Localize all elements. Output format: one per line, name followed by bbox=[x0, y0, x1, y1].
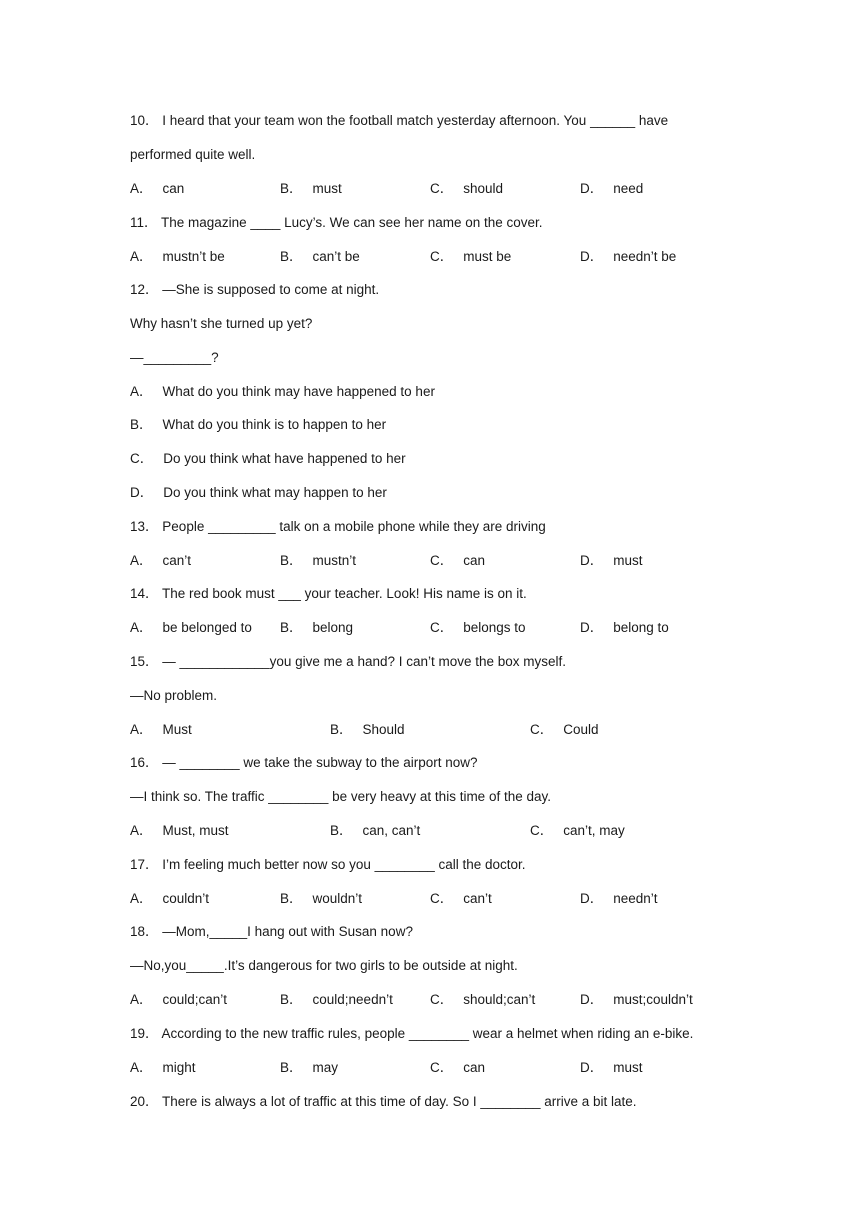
question-16-line-1 bbox=[130, 754, 478, 772]
question-12-line-2: Why hasn’t she turned up yet? bbox=[130, 316, 313, 331]
question-text: — ____________you give me a hand? I can’t move the box myself. bbox=[162, 654, 567, 669]
option-d: D． needn’t be bbox=[580, 249, 677, 264]
option-b: B． belong bbox=[280, 620, 354, 635]
question-18-line-1 bbox=[130, 923, 413, 941]
question-20-line-1 bbox=[130, 1093, 637, 1111]
option-d: D． Do you think what may happen to her bbox=[130, 485, 387, 500]
option-d: D． belong to bbox=[580, 620, 669, 635]
option-c: C． belongs to bbox=[430, 620, 526, 635]
option-b: B． can, can’t bbox=[330, 823, 421, 838]
question-number: 15． bbox=[130, 654, 159, 669]
question-number: 16． bbox=[130, 755, 159, 770]
question-12-line-3: —_________? bbox=[130, 350, 219, 365]
question-12-line-1 bbox=[130, 281, 379, 299]
option-b: B． wouldn’t bbox=[280, 891, 363, 906]
option-c: C． Do you think what have happened to her bbox=[130, 451, 406, 466]
option-b: B． must bbox=[280, 181, 342, 196]
option-b: B． mustn’t bbox=[280, 553, 357, 568]
question-14-line-1 bbox=[130, 585, 527, 603]
question-10-line-1 bbox=[130, 112, 668, 130]
option-a: A． might bbox=[130, 1060, 196, 1075]
question-number: 13． bbox=[130, 519, 159, 534]
option-b: B． Should bbox=[330, 722, 405, 737]
question-number: 10． bbox=[130, 113, 159, 128]
option-b: B． could;needn’t bbox=[280, 992, 393, 1007]
question-13-line-1 bbox=[130, 518, 546, 536]
question-number: 19． bbox=[130, 1026, 159, 1041]
option-a: A． be belonged to bbox=[130, 620, 252, 635]
question-15-line-1 bbox=[130, 653, 566, 671]
question-number: 18． bbox=[130, 924, 159, 939]
question-17-line-1 bbox=[130, 856, 526, 874]
question-18-line-2: —No,you_____.It’s dangerous for two girls to be outside at night. bbox=[130, 958, 518, 973]
question-15-line-2: —No problem. bbox=[130, 688, 218, 703]
question-19-line-1 bbox=[130, 1025, 693, 1043]
option-c: C． can bbox=[430, 553, 486, 568]
option-d: D． must bbox=[580, 1060, 643, 1075]
option-d: D． must bbox=[580, 553, 643, 568]
option-c: C． Could bbox=[530, 722, 599, 737]
option-d: D． must;couldn’t bbox=[580, 992, 693, 1007]
question-number: 20． bbox=[130, 1094, 159, 1109]
question-number: 17． bbox=[130, 857, 159, 872]
option-c: C． can’t, may bbox=[530, 823, 625, 838]
option-c: C． should bbox=[430, 181, 504, 196]
question-11-line-1 bbox=[130, 214, 543, 232]
option-d: D． need bbox=[580, 181, 644, 196]
option-a: A． mustn’t be bbox=[130, 249, 225, 264]
option-d: D． needn’t bbox=[580, 891, 658, 906]
question-text: People _________ talk on a mobile phone while they are driving bbox=[162, 519, 546, 534]
option-c: C． should;can’t bbox=[430, 992, 536, 1007]
question-16-line-2: —I think so. The traffic ________ be very heavy at this time of the day. bbox=[130, 789, 551, 804]
option-a: A． can’t bbox=[130, 553, 192, 568]
option-b: B． can’t be bbox=[280, 249, 360, 264]
option-b: B． may bbox=[280, 1060, 339, 1075]
option-a: A． Must, must bbox=[130, 823, 229, 838]
option-b: B． What do you think is to happen to her bbox=[130, 417, 387, 432]
option-a: A． Must bbox=[130, 722, 192, 737]
option-a: A． couldn’t bbox=[130, 891, 210, 906]
question-text: —Mom,_____I hang out with Susan now? bbox=[162, 924, 413, 939]
question-text: According to the new traffic rules, people ________ wear a helmet when riding an e-bike. bbox=[161, 1026, 694, 1041]
option-c: C． must be bbox=[430, 249, 512, 264]
question-number: 12． bbox=[130, 282, 159, 297]
question-text: I heard that your team won the football match yesterday afternoon. You ______ have bbox=[162, 113, 669, 128]
option-a: A． What do you think may have happened to her bbox=[130, 384, 435, 399]
question-text: I’m feeling much better now so you ________ call the doctor. bbox=[162, 857, 526, 872]
option-a: A． can bbox=[130, 181, 185, 196]
question-number: 14． bbox=[130, 586, 159, 601]
question-text: There is always a lot of traffic at this time of day. So I ________ arrive a bit late. bbox=[162, 1094, 637, 1109]
question-text: The magazine ____ Lucy’s. We can see her name on the cover. bbox=[161, 215, 543, 230]
question-number: 11． bbox=[130, 215, 158, 230]
question-text: —She is supposed to come at night. bbox=[162, 282, 380, 297]
option-c: C． can bbox=[430, 1060, 486, 1075]
question-10-line-2: performed quite well. bbox=[130, 147, 256, 162]
question-text: The red book must ___ your teacher. Look! His name is on it. bbox=[162, 586, 527, 601]
option-a: A． could;can’t bbox=[130, 992, 228, 1007]
option-c: C． can’t bbox=[430, 891, 492, 906]
question-text: — ________ we take the subway to the airport now? bbox=[162, 755, 478, 770]
